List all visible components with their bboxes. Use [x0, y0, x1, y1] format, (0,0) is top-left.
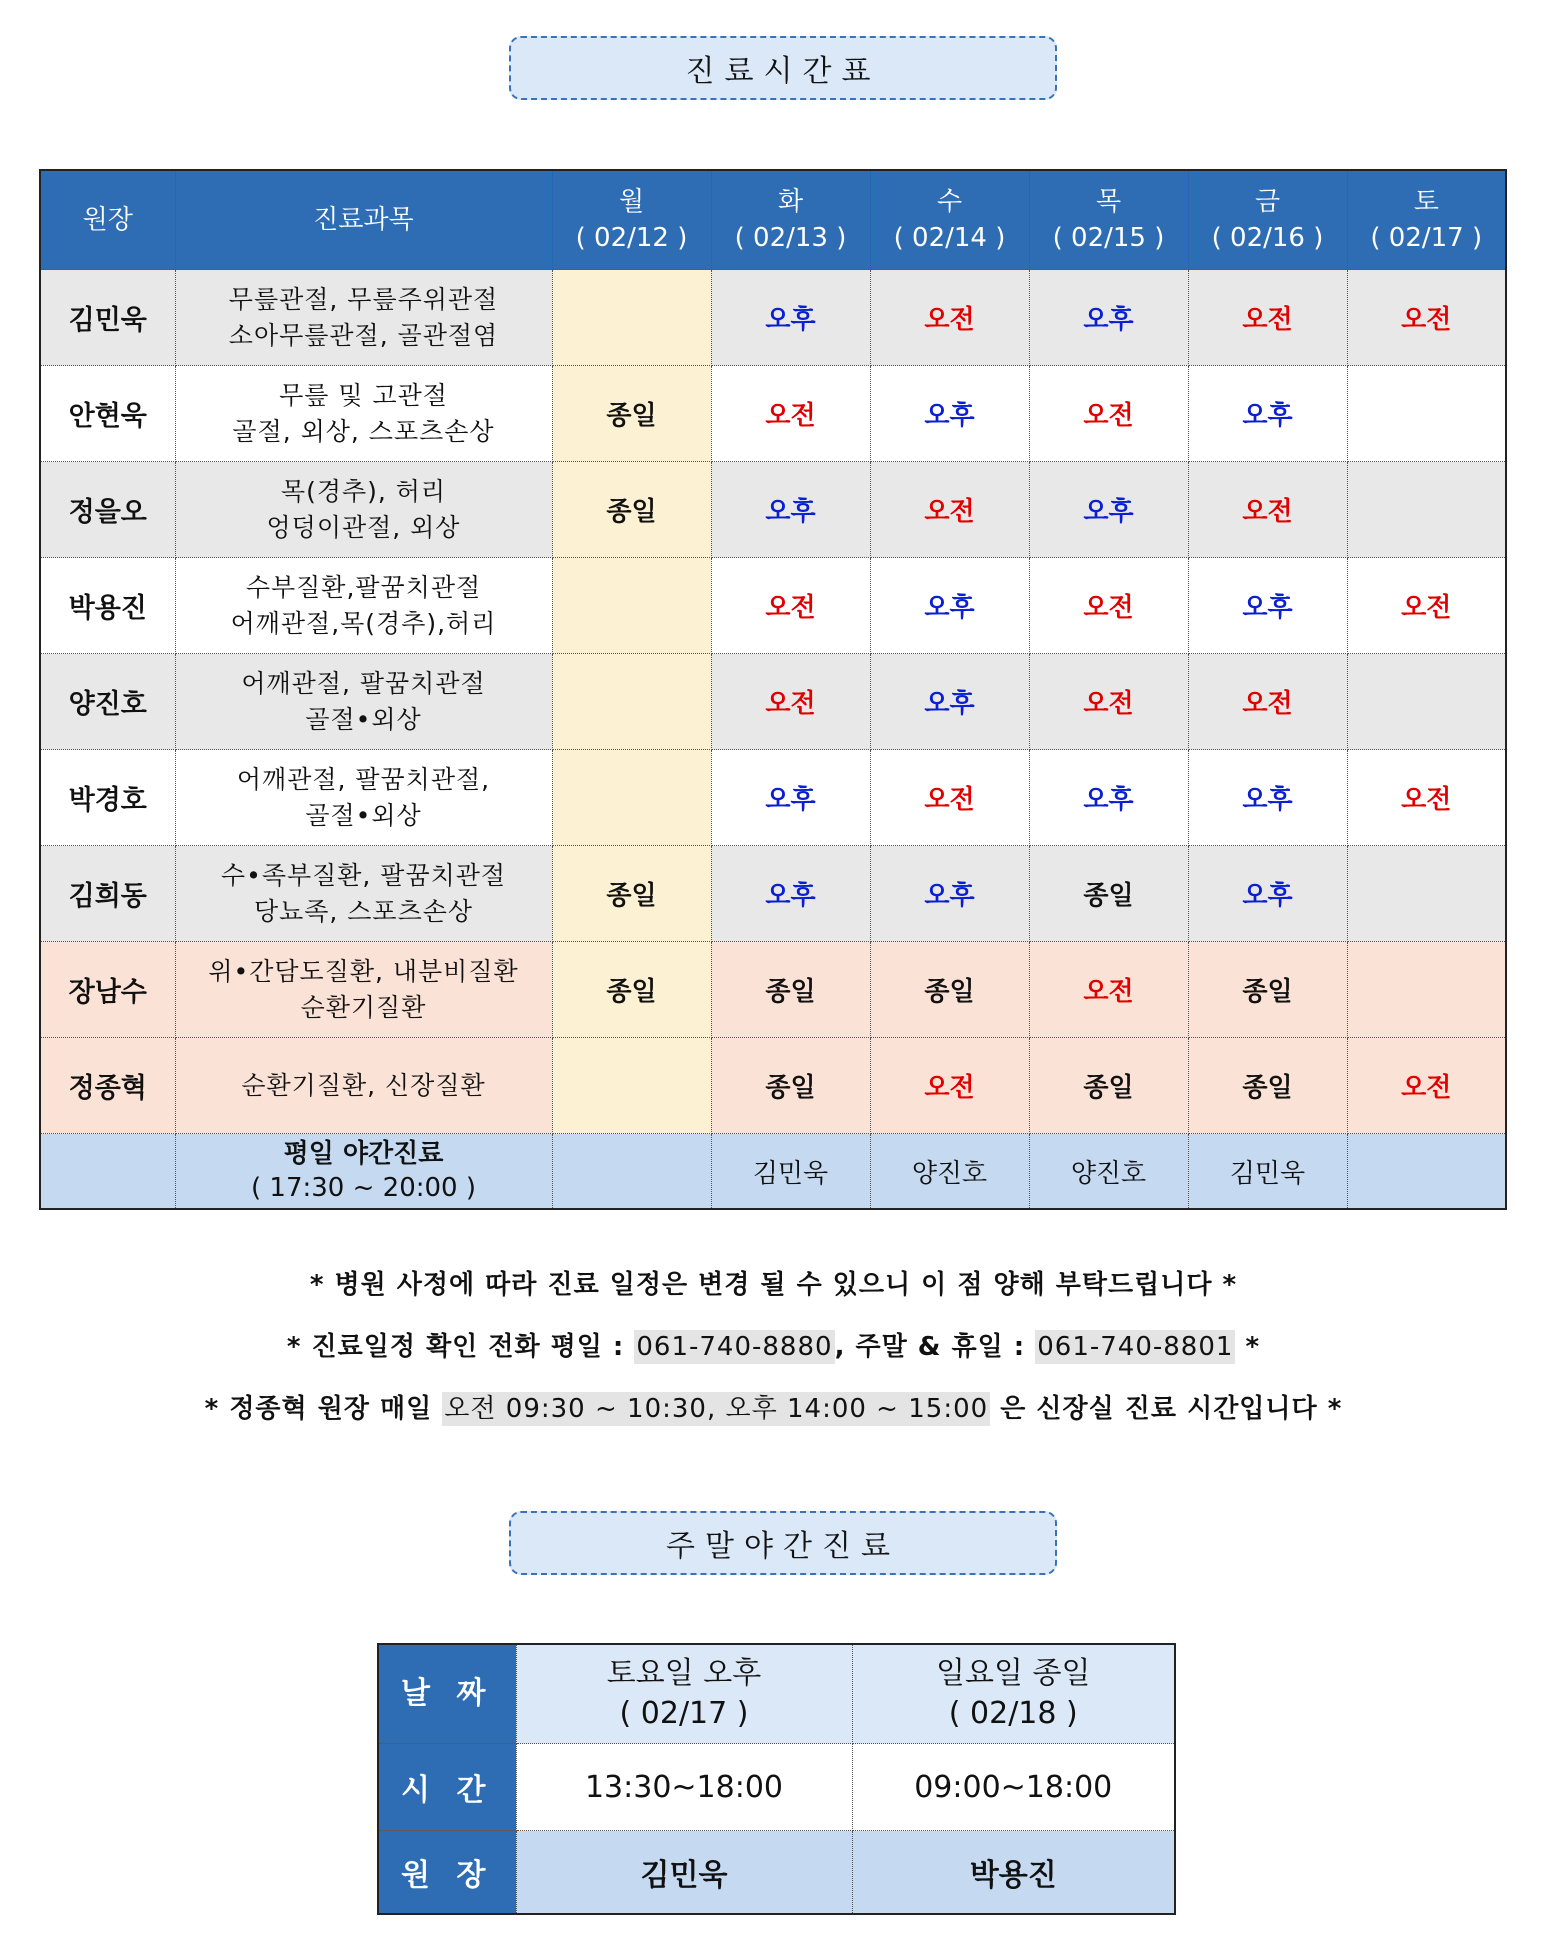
saturday-doctor: 김민욱: [516, 1831, 852, 1915]
specialty-line: 엉덩이관절, 외상: [266, 512, 461, 542]
schedule-cell: [552, 1038, 711, 1134]
schedule-cell: [552, 558, 711, 654]
table-row: [40, 942, 1506, 1038]
schedule-cell: 종일: [711, 942, 870, 1038]
header-day-date: ( 02/16 ): [1211, 223, 1324, 253]
header-day-name: 목: [1095, 187, 1122, 217]
doctor-name: 정을오: [40, 462, 175, 558]
schedule-cell: 오전: [1347, 750, 1506, 846]
schedule-cell: 오전: [1029, 654, 1188, 750]
header-day: [711, 170, 870, 270]
specialty-line: 무릎 및 고관절: [279, 380, 448, 410]
table-row: [40, 1038, 1506, 1134]
header-day-date: ( 02/14 ): [893, 223, 1006, 253]
table-row: [40, 846, 1506, 942]
header-day-name: 토: [1413, 187, 1439, 217]
specialty-line: 골절, 외상, 스포츠손상: [232, 416, 495, 446]
schedule-cell: 오전: [870, 462, 1029, 558]
header-doctor: 원장: [40, 170, 175, 270]
schedule-cell: 오전: [1188, 654, 1347, 750]
night-doctor-cell: 양진호: [1029, 1134, 1188, 1210]
doctor-name: 김민욱: [40, 270, 175, 366]
schedule-body: [40, 270, 1506, 1210]
night-clinic-label: [175, 1134, 552, 1210]
weekend-doctor-label: 원 장: [378, 1831, 516, 1915]
specialty: [175, 654, 552, 750]
schedule-cell: 오전: [870, 1038, 1029, 1134]
schedule-cell: [1347, 654, 1506, 750]
schedule-cell: 오전: [711, 558, 870, 654]
table-row: [40, 750, 1506, 846]
schedule-cell: [552, 750, 711, 846]
schedule-cell: 종일: [552, 462, 711, 558]
night-clinic-row: [40, 1134, 1506, 1210]
schedule-cell: 종일: [1188, 942, 1347, 1038]
specialty: [175, 750, 552, 846]
schedule-cell: 오전: [1188, 270, 1347, 366]
schedule-cell: 오전: [1029, 366, 1188, 462]
specialty-line: 당뇨족, 스포츠손상: [253, 896, 474, 926]
weekend-phone[interactable]: 061-740-8801: [1037, 1332, 1234, 1362]
table-header-row: [40, 170, 1506, 270]
schedule-cell: 오후: [870, 558, 1029, 654]
specialty-line: 순환기질환, 신장질환: [241, 1070, 486, 1100]
specialty: [175, 462, 552, 558]
schedule-cell: 종일: [870, 942, 1029, 1038]
specialty: [175, 846, 552, 942]
night-doctor-cell: [1347, 1134, 1506, 1210]
saturday-time: 13:30~18:00: [516, 1744, 852, 1831]
schedule-title: 진료시간표: [509, 36, 1057, 100]
header-day-date: ( 02/15 ): [1052, 223, 1165, 253]
schedule-cell: 종일: [1029, 846, 1188, 942]
schedule-cell: 오전: [870, 270, 1029, 366]
doctor-name: 박경호: [40, 750, 175, 846]
weekend-date-label: 날 짜: [378, 1644, 516, 1744]
specialty-line: 골절•외상: [305, 800, 422, 830]
schedule-cell: 오전: [1347, 1038, 1506, 1134]
schedule-cell: 오후: [1188, 366, 1347, 462]
specialty-line: 위•간담도질환, 내분비질환: [208, 956, 519, 986]
specialty: [175, 1038, 552, 1134]
header-dept: 진료과목: [175, 170, 552, 270]
sunday-date: ( 02/18 ): [948, 1696, 1078, 1731]
schedule-cell: 오후: [1188, 846, 1347, 942]
saturday-header: [516, 1644, 852, 1744]
header-day: [552, 170, 711, 270]
doctor-name: 장남수: [40, 942, 175, 1038]
header-day-name: 월: [618, 187, 645, 217]
night-doctor-cell: 김민욱: [711, 1134, 870, 1210]
notice-dialysis-suffix: 은 신장실 진료 시간입니다 *: [990, 1394, 1343, 1424]
weekend-time-label: 시 간: [378, 1744, 516, 1831]
header-day-name: 금: [1254, 187, 1281, 217]
table-row: [40, 558, 1506, 654]
schedule-cell: 오후: [1029, 750, 1188, 846]
schedule-cell: 오전: [1188, 462, 1347, 558]
header-day-name: 화: [777, 187, 804, 217]
schedule-cell: [552, 270, 711, 366]
night-clinic-title: 평일 야간진료: [283, 1139, 444, 1169]
weekend-table: [377, 1643, 1176, 1915]
schedule-cell: 오후: [711, 270, 870, 366]
weekend-doctor-row: [378, 1831, 1175, 1915]
schedule-cell: 오전: [1347, 270, 1506, 366]
sunday-header: [852, 1644, 1175, 1744]
specialty-line: 수•족부질환, 팔꿈치관절: [220, 860, 507, 890]
schedule-cell: [552, 654, 711, 750]
schedule-cell: 오후: [870, 654, 1029, 750]
specialty-line: 어깨관절,목(경추),허리: [230, 608, 497, 638]
specialty-line: 소아무릎관절, 골관절염: [228, 320, 499, 350]
specialty-line: 순환기질환: [300, 992, 427, 1022]
schedule-cell: 오후: [711, 462, 870, 558]
sunday-time: 09:00~18:00: [852, 1744, 1175, 1831]
sunday-doctor: 박용진: [852, 1831, 1175, 1915]
saturday-title: 토요일 오후: [606, 1656, 762, 1691]
specialty-line: 어깨관절, 팔꿈치관절: [241, 668, 486, 698]
schedule-cell: [1347, 462, 1506, 558]
schedule-cell: 오후: [1029, 270, 1188, 366]
specialty: [175, 558, 552, 654]
schedule-cell: 오후: [711, 750, 870, 846]
schedule-cell: 오전: [711, 654, 870, 750]
schedule-cell: 종일: [1029, 1038, 1188, 1134]
table-row: [40, 270, 1506, 366]
specialty: [175, 366, 552, 462]
header-day: [870, 170, 1029, 270]
schedule-cell: [1347, 942, 1506, 1038]
header-day-date: ( 02/17 ): [1370, 223, 1483, 253]
doctor-name: 김희동: [40, 846, 175, 942]
night-doctor-cell: [552, 1134, 711, 1210]
header-day: [1188, 170, 1347, 270]
night-empty-cell: [40, 1134, 175, 1210]
doctor-name: 안현욱: [40, 366, 175, 462]
dialysis-hours: 오전 09:30 ~ 10:30, 오후 14:00 ~ 15:00: [444, 1394, 989, 1424]
schedule-cell: 오후: [1188, 750, 1347, 846]
schedule-cell: 오전: [870, 750, 1029, 846]
weekend-title: 주말야간진료: [509, 1511, 1057, 1575]
saturday-date: ( 02/17 ): [619, 1696, 749, 1731]
notice-schedule-change: * 병원 사정에 따라 진료 일정은 변경 될 수 있으니 이 점 양해 부탁드립니다 *: [309, 1270, 1238, 1300]
table-row: [40, 654, 1506, 750]
header-day-date: ( 02/12 ): [575, 223, 688, 253]
weekend-time-row: [378, 1744, 1175, 1831]
notice-phone: [0, 1326, 1547, 1363]
schedule-cell: 종일: [552, 366, 711, 462]
schedule-cell: 오후: [870, 366, 1029, 462]
schedule-cell: 종일: [1188, 1038, 1347, 1134]
notice-dialysis-prefix: * 정종혁 원장 매일: [204, 1394, 443, 1424]
schedule-cell: 오후: [1029, 462, 1188, 558]
specialty: [175, 270, 552, 366]
schedule-cell: [1347, 846, 1506, 942]
table-row: [40, 462, 1506, 558]
header-day: [1347, 170, 1506, 270]
schedule-cell: 오전: [1029, 558, 1188, 654]
schedule-cell: 종일: [711, 1038, 870, 1134]
table-row: [40, 366, 1506, 462]
schedule-cell: [1347, 366, 1506, 462]
schedule-cell: 오후: [711, 846, 870, 942]
header-day-date: ( 02/13 ): [734, 223, 847, 253]
notice-phone-prefix: * 진료일정 확인 전화 평일 :: [286, 1332, 635, 1362]
sunday-title: 일요일 종일: [936, 1656, 1091, 1691]
schedule-cell: 종일: [552, 942, 711, 1038]
notice-phone-mid: , 주말 & 휴일 :: [834, 1332, 1036, 1362]
schedule-cell: 오전: [711, 366, 870, 462]
night-doctor-cell: 양진호: [870, 1134, 1029, 1210]
night-clinic-hours: ( 17:30 ~ 20:00 ): [251, 1173, 476, 1203]
doctor-name: 정종혁: [40, 1038, 175, 1134]
specialty-line: 수부질환,팔꿈치관절: [245, 572, 482, 602]
schedule-table: [39, 169, 1507, 1210]
night-doctor-cell: 김민욱: [1188, 1134, 1347, 1210]
specialty-line: 무릎관절, 무릎주위관절: [228, 284, 499, 314]
schedule-cell: 오전: [1347, 558, 1506, 654]
specialty-line: 어깨관절, 팔꿈치관절,: [236, 764, 491, 794]
weekend-date-row: [378, 1644, 1175, 1744]
doctor-name: 양진호: [40, 654, 175, 750]
schedule-cell: 오후: [1188, 558, 1347, 654]
specialty-line: 골절•외상: [305, 704, 422, 734]
notice-dialysis: [0, 1388, 1547, 1425]
header-day: [1029, 170, 1188, 270]
header-day-name: 수: [936, 187, 963, 217]
weekday-phone[interactable]: 061-740-8880: [636, 1332, 833, 1362]
specialty: [175, 942, 552, 1038]
schedule-cell: 종일: [552, 846, 711, 942]
schedule-cell: 오후: [870, 846, 1029, 942]
notice-phone-suffix: *: [1235, 1332, 1261, 1362]
schedule-cell: 오전: [1029, 942, 1188, 1038]
doctor-name: 박용진: [40, 558, 175, 654]
specialty-line: 목(경추), 허리: [280, 476, 447, 506]
